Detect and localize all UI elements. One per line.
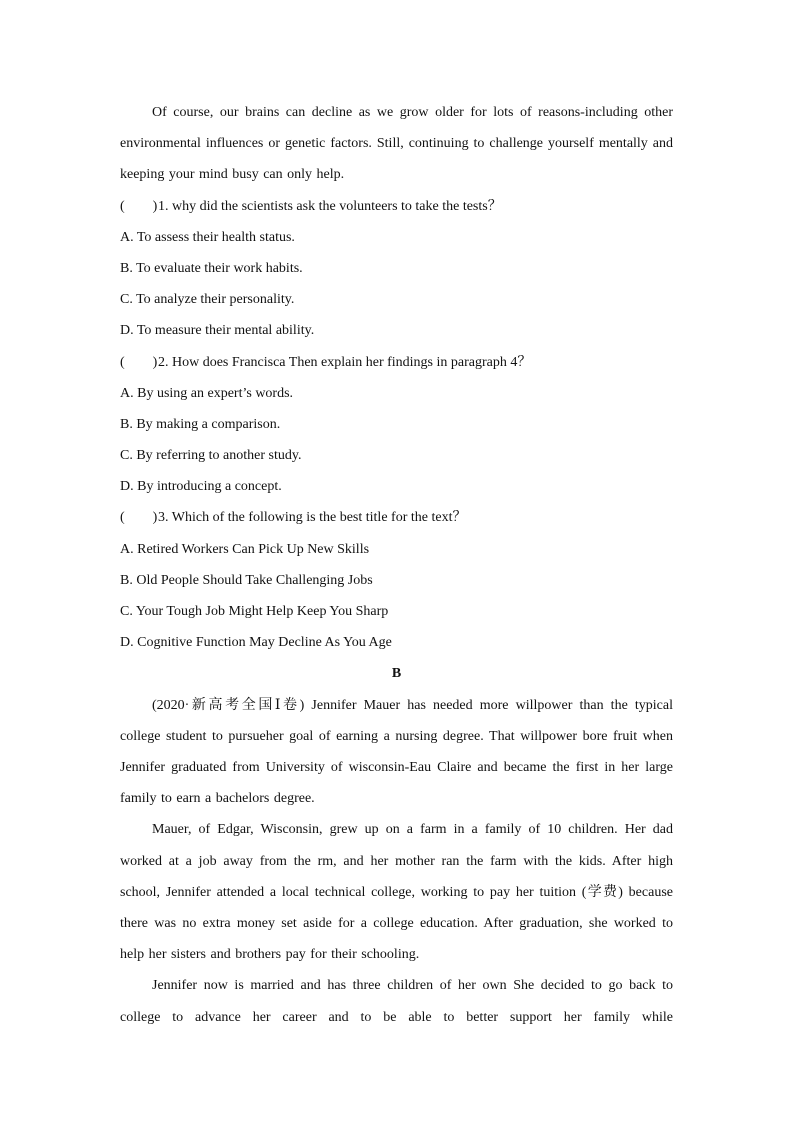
question-1-option-c: C. To analyze their personality. bbox=[120, 292, 295, 308]
question-1-option-b: B. To evaluate their work habits. bbox=[120, 260, 303, 276]
question-1-stem-line bbox=[120, 191, 673, 222]
question-3 bbox=[120, 502, 673, 658]
question-2 bbox=[120, 347, 673, 503]
section-b-paragraph-2: Mauer, of Edgar, Wisconsin, grew up on a farm in a family of 10 children. Her dad worked at a job away from the rm, and her mother ran the farm with the kids. After high school, Jennifer attended a local technical college, working to pay her tuition (学费) because there was no extra money set aside for a college education. After graduation, she worked to help her sisters and brothers pay for their schooling. bbox=[120, 822, 673, 963]
section-b-paragraph-1: (2020·新高考全国Ⅰ卷) Jennifer Mauer has needed more willpower than the typical college student to pursueher goal of earning a nursing degree. That willpower bore fruit when Jennifer graduated from University of wisconsin-Eau Claire and became the first in her large family to earn a bachelors degree. bbox=[120, 697, 673, 807]
question-1-option-a: A. To assess their health status. bbox=[120, 229, 295, 245]
question-1-stem: 1. why did the scientists ask the volunteers to take the tests？ bbox=[158, 198, 502, 214]
answer-blank[interactable]: ( ) bbox=[120, 198, 158, 214]
question-2-stem-line bbox=[120, 347, 673, 378]
question-3-stem: 3. Which of the following is the best title for the text？ bbox=[158, 510, 467, 526]
passage-a-final-paragraph: Of course, our brains can decline as we grow older for lots of reasons-including other environmental influences or genetic factors. Still, continuing to challenge yourself mentally and keeping your mind busy can only help. bbox=[120, 105, 673, 183]
question-3-option-c: C. Your Tough Job Might Help Keep You Sharp bbox=[120, 604, 389, 620]
question-1 bbox=[120, 191, 673, 347]
section-b-heading: B bbox=[391, 666, 402, 682]
answer-blank[interactable]: ( ) bbox=[120, 510, 158, 526]
question-3-option-a: A. Retired Workers Can Pick Up New Skills bbox=[120, 541, 370, 557]
question-2-option-a: A. By using an expert’s words. bbox=[120, 385, 294, 401]
question-3-option-b: B. Old People Should Take Challenging Jobs bbox=[120, 572, 373, 588]
question-2-option-c: C. By referring to another study. bbox=[120, 448, 302, 464]
question-2-stem: 2. How does Francisca Then explain her findings in paragraph 4？ bbox=[158, 354, 532, 370]
section-b-paragraph-3: Jennifer now is married and has three children of her own She decided to go back to college to advance her career and to be able to better support her family while bbox=[120, 978, 673, 1025]
document-page bbox=[120, 97, 673, 1033]
answer-blank[interactable]: ( ) bbox=[120, 354, 158, 370]
question-3-option-d: D. Cognitive Function May Decline As You Age bbox=[120, 635, 392, 651]
question-3-stem-line bbox=[120, 502, 673, 533]
question-1-option-d: D. To measure their mental ability. bbox=[120, 323, 315, 339]
question-2-option-d: D. By introducing a concept. bbox=[120, 479, 282, 495]
question-2-option-b: B. By making a comparison. bbox=[120, 416, 281, 432]
